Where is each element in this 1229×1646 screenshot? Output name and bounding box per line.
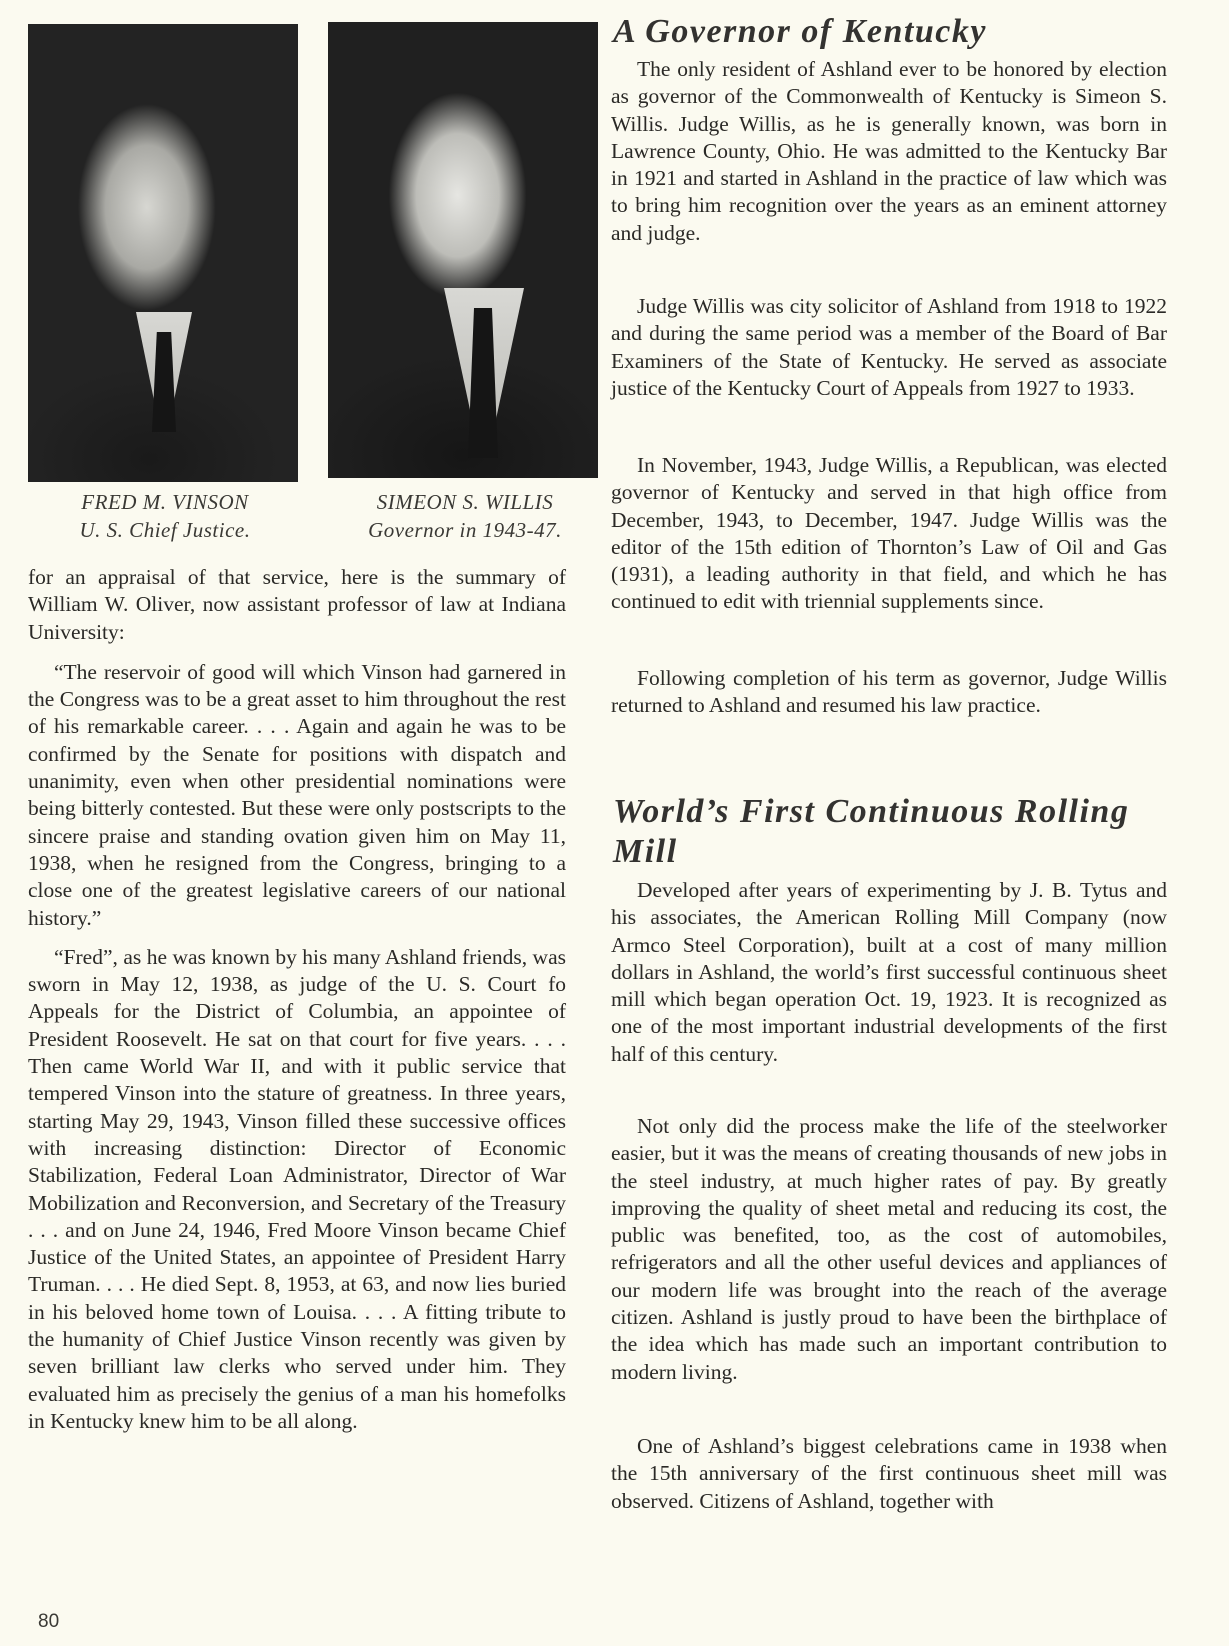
section-title-rolling-mill: World’s First Continuous Rolling Mill — [613, 793, 1130, 870]
paragraph: In November, 1943, Judge Willis, a Republican, was elected governor of Kentucky and served in that high office from December, 1943, to December, 1947. Judge Willis was the editor of the 15th edition of Thornton’s Law of Oil and Gas (1931), a leading authority in that field, and which he has continued to edit with triennial supplements since. — [611, 453, 1167, 614]
paragraph: Judge Willis was city solicitor of Ashland from 1918 to 1922 and during the same period was a member of the Board of Bar Examiners of the State of Kentucky. He served as associate justice of the Kentucky Court of Appeals from 1927 to 1933. — [611, 294, 1167, 400]
section-title-governor: A Governor of Kentucky — [613, 13, 987, 50]
paragraph: One of Ashland’s biggest celebrations came in 1938 when the 15th anniversary of the first continuous sheet mill was observed. Citizens of Ashland, together with — [611, 1434, 1167, 1513]
caption-role: Governor in 1943-47. — [368, 518, 562, 542]
vinson-photo-caption — [30, 488, 300, 544]
caption-name: SIMEON S. WILLIS — [376, 490, 554, 514]
caption-role: U. S. Chief Justice. — [79, 518, 251, 542]
paragraph: The only resident of Ashland ever to be honored by election as governor of the Commonwealth of Kentucky is Simeon S. Willis. Judge Willis, as he is generally known, was born in Lawrence County, Ohio. He was admitted to the Kentucky Bar in 1921 and started in Ashland in the practice of law which was to bring him recognition over the years as an eminent attorney and judge. — [611, 57, 1167, 245]
left-column-text — [28, 564, 566, 1435]
willis-photo-caption — [320, 488, 610, 544]
vinson-portrait-photo — [28, 24, 298, 482]
paragraph: for an appraisal of that service, here is the summary of William W. Oliver, now assistant professor of law at Indiana University: — [28, 565, 566, 644]
paragraph: “Fred”, as he was known by his many Ashland friends, was sworn in May 12, 1938, as judge of the U. S. Court fo Appeals for the District of Columbia, an appointee of President Roosevelt. He sat on that court for five years. . . . Then came World War II, and with it public service that tempered Vinson into the stature of greatness. In three years, starting May 29, 1943, Vinson filled these successive offices with increasing distinction: Director of Economic Stabilization, Federal Loan Administrator, Director of War Mobilization and Reconversion, and Secretary of the Treasury . . . and on June 24, 1946, Fred Moore Vinson became Chief Justice of the United States, an appointee of President Harry Truman. . . . He died Sept. 8, 1953, at 63, and now lies buried in his beloved home town of Louisa. . . . A fitting tribute to the humanity of Chief Justice Vinson recently was given by seven brilliant law clerks who served under him. They evaluated him as precisely the genius of a man his homefolks in Kentucky knew him to be all along. — [28, 944, 566, 1433]
willis-portrait-photo — [328, 22, 598, 478]
paragraph: Not only did the process make the life of the steelworker easier, but it was the means of creating thousands of new jobs in the steel industry, at much higher rates of pay. By greatly improving the quality of sheet metal and reducing its cost, the public was benefited, too, as the cost of automobiles, refrigerators and all the other useful devices and appliances of our modern life was brought into the reach of the average citizen. Ashland is justly proud to have been the birthplace of the idea which has made such an important contribution to modern living. — [611, 1114, 1167, 1384]
quote-paragraph: “The reservoir of good will which Vinson had garnered in the Congress was to be a great asset to him throughout the rest of his remarkable career. . . . Again and again he was to be confirmed by the Senate for positions with dispatch and unanimity, even when other presidential nominations were being bitterly contested. But these were only postscripts to the sincere praise and standing ovation given him on May 11, 1938, when he resigned from the Congress, bringing to a close one of the greatest legislative careers of our national history.” — [28, 659, 566, 930]
paragraph: Following completion of his term as governor, Judge Willis returned to Ashland and resumed his law practice. — [611, 666, 1167, 718]
page-number: 80 — [38, 1611, 60, 1632]
paragraph: Developed after years of experimenting by J. B. Tytus and his associates, the American Rolling Mill Company (now Armco Steel Corporation), built at a cost of many million dollars in Ashland, the world’s first successful continuous sheet mill which began operation Oct. 19, 1923. It is recognized as one of the most important industrial developments of the first half of this century. — [611, 878, 1167, 1066]
caption-name: FRED M. VINSON — [81, 490, 249, 514]
